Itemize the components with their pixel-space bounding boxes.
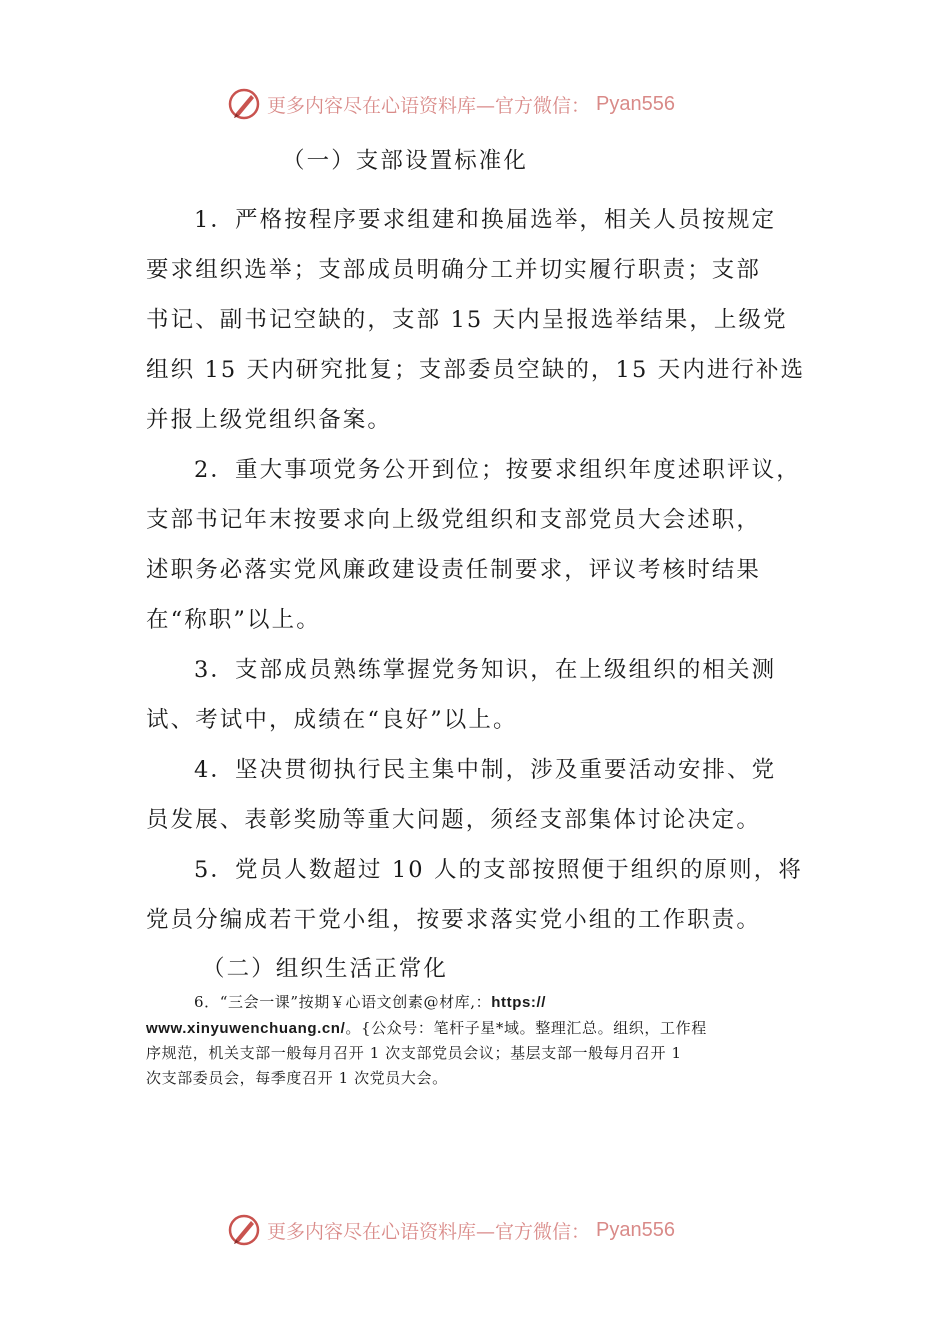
paragraph-4-line-2: 员发展、表彰奖励等重大问题，须经支部集体讨论决定。 <box>146 807 762 833</box>
paragraph-5-line-1: 5．党员人数超过 10 人的支部按照便于组织的原则，将 <box>194 857 803 883</box>
paragraph-2-line-3: 述职务必落实党风廉政建设责任制要求，评议考核时结果 <box>146 557 762 583</box>
paragraph-3-line-1: 3．支部成员熟练掌握党务知识，在上级组织的相关测 <box>194 657 777 683</box>
pen-logo-icon <box>227 87 261 121</box>
source-link-part-1: https:// <box>491 994 547 1011</box>
paragraph-1-line-5: 并报上级党组织备案。 <box>146 407 393 433</box>
watermark-text: 更多内容尽在心语资料库—官方微信： <box>267 1220 591 1243</box>
paragraph-6-line-3: 序规范，机关支部一般每月召开 1 次支部党员会议；基层支部一般每月召开 1 <box>146 1044 682 1062</box>
paragraph-5-line-2: 党员分编成若干党小组，按要求落实党小组的工作职责。 <box>146 907 762 933</box>
section-heading-1: （一）支部设置标准化 <box>282 148 529 174</box>
paragraph-1-line-4: 组织 15 天内研究批复；支部委员空缺的，15 天内进行补选 <box>146 357 806 383</box>
watermark-wechat-id: Pyan556 <box>596 1218 675 1241</box>
watermark-wechat-id: Pyan556 <box>596 92 675 115</box>
paragraph-6 <box>146 990 806 1090</box>
watermark-text: 更多内容尽在心语资料库—官方微信： <box>267 94 591 117</box>
paragraph-4-line-1: 4．坚决贯彻执行民主集中制，涉及重要活动安排、党 <box>194 757 777 783</box>
paragraph-2-line-4: 在“称职”以上。 <box>146 607 321 633</box>
paragraph-2-line-2: 支部书记年末按要求向上级党组织和支部党员大会述职， <box>146 507 762 533</box>
paragraph-6-line-4: 次支部委员会，每季度召开 1 次党员大会。 <box>146 1068 448 1087</box>
watermark-banner-top <box>227 84 747 124</box>
paragraph-1-line-2: 要求组织选举；支部成员明确分工并切实履行职责；支部 <box>146 257 762 283</box>
paragraph-1-line-3: 书记、副书记空缺的，支部 15 天内呈报选举结果，上级党 <box>146 307 788 333</box>
paragraph-2-line-1: 2．重大事项党务公开到位；按要求组织年度述职评议， <box>194 457 801 483</box>
source-link-part-2: www.xinyuwenchuang.cn/ <box>146 1019 346 1037</box>
paragraph-3-line-2: 试、考试中，成绩在“良好”以上。 <box>146 707 518 733</box>
section-heading-2: （二）组织生活正常化 <box>202 956 449 982</box>
watermark-banner-bottom <box>227 1210 747 1250</box>
paragraph-6-line-2: www.xinyuwenchuang.cn/。{公众号：笔杆子星*域。整理汇总。组织，工作程 <box>146 1018 707 1037</box>
paragraph-1-line-1: 1．严格按程序要求组建和换届选举，相关人员按规定 <box>194 207 777 233</box>
paragraph-6-line-1: 6．“三会一课”按期￥心语文创素@材库,：https:// <box>194 993 547 1011</box>
pen-logo-icon <box>227 1213 261 1247</box>
